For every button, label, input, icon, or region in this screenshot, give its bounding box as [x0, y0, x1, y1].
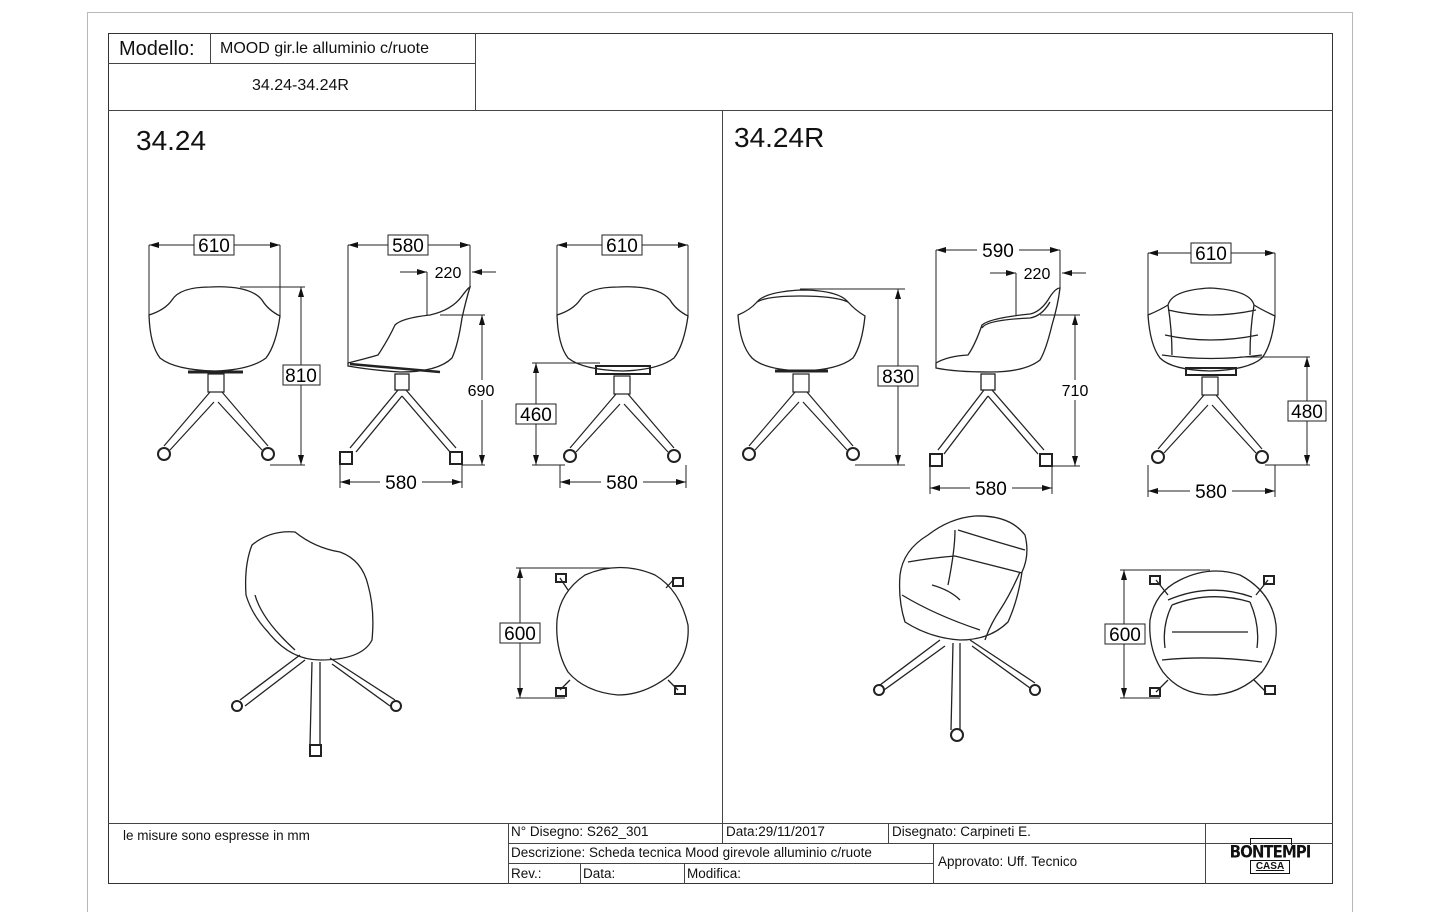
svg-text:590: 590: [982, 241, 1014, 262]
svg-text:600: 600: [504, 624, 536, 645]
titleblock-divider-logo: [1205, 823, 1206, 884]
units-note: le misure sono espresse in mm: [123, 828, 310, 843]
drawn-by: Disegnato: Carpineti E.: [892, 824, 1031, 839]
svg-text:580: 580: [975, 479, 1007, 500]
svg-text:710: 710: [1061, 383, 1089, 400]
svg-text:480: 480: [1291, 402, 1323, 423]
drawing-number: N° Disegno: S262_301: [511, 824, 649, 839]
modification-label: Modifica:: [687, 866, 742, 881]
view-title-34-24: 34.24: [136, 125, 207, 156]
svg-text:830: 830: [882, 367, 914, 388]
svg-text:580: 580: [606, 473, 638, 494]
svg-text:220: 220: [434, 265, 462, 282]
approved-by: Approvato: Uff. Tecnico: [938, 854, 1078, 869]
svg-text:810: 810: [285, 366, 317, 387]
titleblock-divider-1: [508, 823, 509, 884]
svg-text:610: 610: [606, 236, 638, 257]
titleblock-divider-date: [722, 823, 723, 843]
titleblock-divider-mod: [684, 863, 685, 884]
description: Descrizione: Scheda tecnica Mood girevole alluminio c/ruote: [511, 845, 872, 860]
chair-34-24r-perspective: [874, 516, 1040, 741]
titleblock-divider-approved: [933, 843, 934, 884]
chair-34-24-back: [557, 287, 688, 462]
svg-text:220: 220: [1023, 266, 1051, 283]
model-name: MOOD gir.le alluminio c/ruote: [220, 40, 429, 57]
rev-label: Rev.:: [511, 866, 542, 881]
svg-text:600: 600: [1109, 625, 1141, 646]
chair-34-24r-back: [1148, 288, 1275, 463]
svg-text:610: 610: [1195, 244, 1227, 265]
svg-text:580: 580: [1195, 482, 1227, 503]
titleblock-row-line-1: [508, 843, 1333, 844]
bontempi-casa-logo: [1216, 838, 1324, 876]
titleblock-top-line: [108, 823, 1333, 824]
rev-date-label: Data:: [583, 866, 616, 881]
drawing-date: Data:29/11/2017: [726, 824, 825, 839]
svg-text:690: 690: [467, 383, 495, 400]
chair-34-24r-top: [1150, 571, 1276, 696]
chair-34-24-top: [556, 568, 688, 697]
titleblock-row-line-2: [508, 863, 933, 864]
titleblock-divider-rev: [580, 863, 581, 884]
svg-text:580: 580: [392, 236, 424, 257]
titleblock-divider-drawn: [888, 823, 889, 843]
svg-text:610: 610: [198, 236, 230, 257]
chair-34-24-front: [149, 287, 280, 460]
svg-text:460: 460: [520, 405, 552, 426]
chair-34-24-side: [340, 287, 470, 464]
model-codes: 34.24-34.24R: [252, 77, 349, 94]
chair-34-24r-front: [738, 290, 865, 460]
svg-text:580: 580: [385, 473, 417, 494]
logo-sub: CASA: [1250, 860, 1290, 874]
chair-34-24-perspective: [232, 532, 401, 756]
logo-main: BONTEMPI: [1229, 842, 1311, 862]
view-title-34-24r: 34.24R: [734, 122, 825, 153]
model-label: Modello:: [119, 38, 195, 60]
